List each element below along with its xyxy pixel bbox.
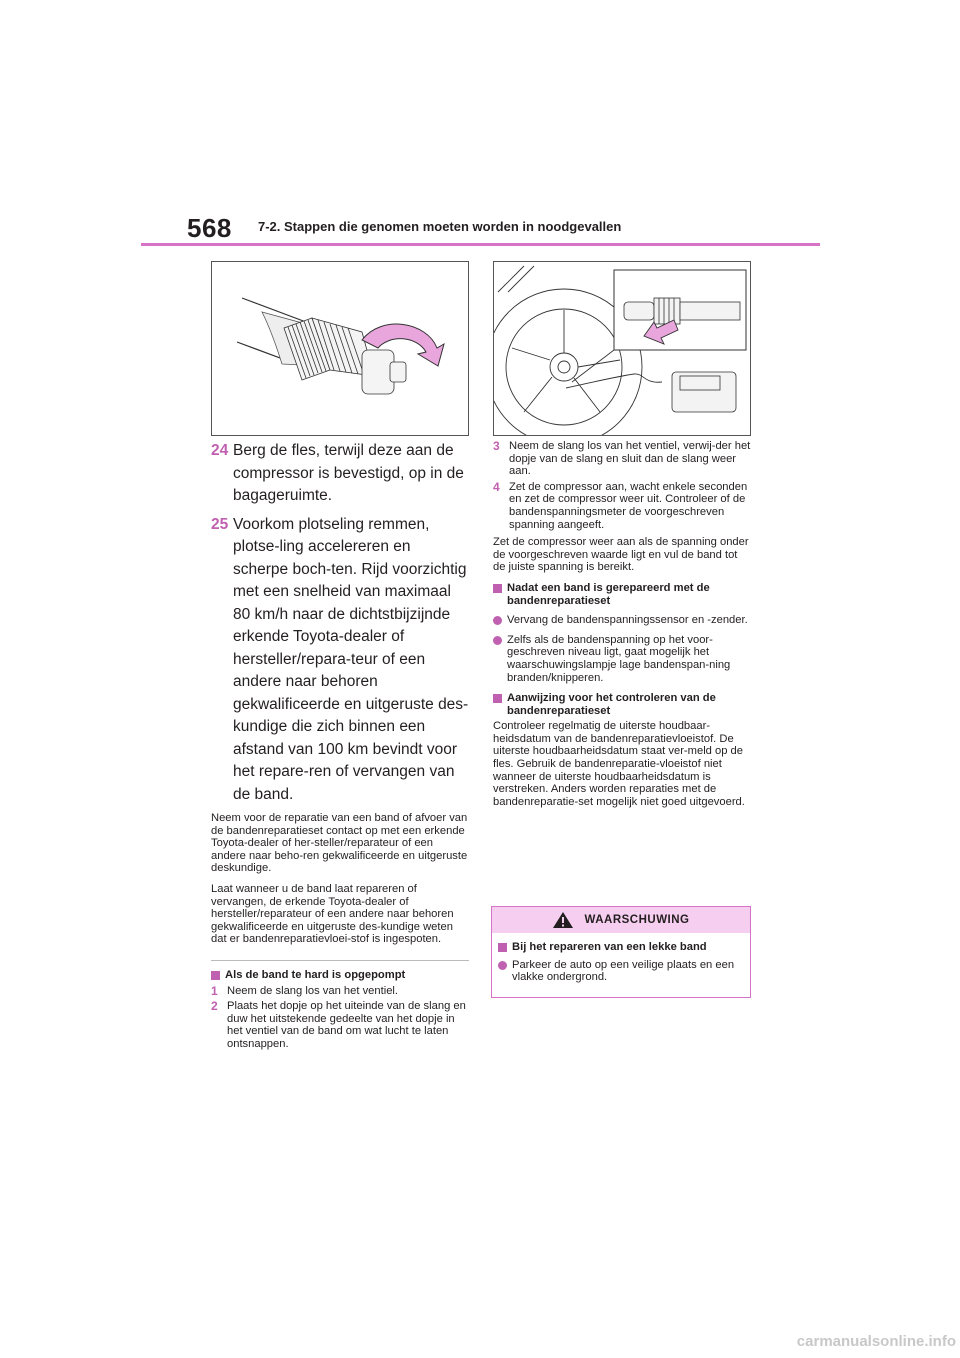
step-text: Berg de fles, terwijl deze aan de compressor is bevestigd, op in de bagageruimte. bbox=[233, 442, 464, 504]
step-number: 25 bbox=[211, 515, 229, 533]
after-repair-heading bbox=[493, 582, 751, 607]
round-bullet-icon bbox=[498, 961, 507, 970]
compressor-paragraph: Zet de compressor weer aan als de spanning onder de voorgeschreven waarde ligt en vul de band tot de juiste spanning is bereikt. bbox=[493, 536, 749, 574]
warning-header bbox=[492, 907, 750, 933]
step-text: Plaats het dopje op het uiteinde van de slang en duw het uitstekende gedeelte van het dopje in het ventiel van de band om wat lucht te laten ontsnappen. bbox=[227, 1000, 466, 1050]
dealer-note-paragraph: Laat wanneer u de band laat repareren of vervangen, de erkende Toyota-dealer of hersteller/reparateur of een andere naar behoren gekwalificeerde en uitgeruste des-kundige weten dat er bandenreparatievloei-stof is ingespoten. bbox=[211, 882, 454, 946]
square-bullet-icon bbox=[211, 971, 220, 980]
step-number: 24 bbox=[211, 442, 229, 459]
repair-note-paragraph: Neem voor de reparatie van een band of afvoer van de bandenreparatieset contact op met een erkende Toyota-dealer of her-steller/reparateur of een andere naar beho-ren gekwalificeerde en uitgeruste deskundige. bbox=[211, 812, 468, 875]
round-bullet-icon bbox=[493, 616, 502, 625]
step-4 bbox=[493, 481, 751, 531]
step-text: Neem de slang los van het ventiel. bbox=[227, 984, 399, 997]
warning-box bbox=[491, 906, 751, 998]
bullet-text: Vervang de bandenspanningssensor en -zender. bbox=[507, 614, 748, 627]
step-3 bbox=[493, 440, 751, 478]
overinflated-step-2 bbox=[211, 1000, 469, 1050]
right-column bbox=[493, 440, 751, 808]
step-number: 2 bbox=[211, 999, 218, 1014]
bullet-text: Zelfs als de bandenspanning op het voor-geschreven niveau ligt, gaat mogelijk het waarschuwingslampje lage bandenspan-ning branden/knipperen. bbox=[507, 633, 731, 684]
page-number: 568 bbox=[187, 213, 232, 243]
section-title: 7-2. Stappen die genomen moeten worden in noodgevallen bbox=[258, 219, 622, 234]
after-repair-bullet bbox=[493, 614, 751, 627]
wheel-compressor-illustration bbox=[493, 261, 751, 436]
warning-triangle-icon bbox=[552, 911, 574, 929]
heading-text: Nadat een band is gerepareerd met de bandenreparatieset bbox=[507, 581, 710, 607]
heading-text: Als de band te hard is opgepompt bbox=[225, 968, 406, 981]
check-kit-heading bbox=[493, 692, 751, 717]
warning-bullet bbox=[498, 959, 744, 984]
check-kit-paragraph: Controleer regelmatig de uiterste houdbaar-heidsdatum van de bandenreparatievloeistof. De uiterste houdbaarheidsdatum staat ver-meld op de fles. Gebruik de bandenreparatie-vloeistof niet wanneer de uiterste houdbaarheidsdatum is verstreken. Anders worden reparaties met de bandenreparatie-set mogelijk niet goed uitgevoerd. bbox=[493, 720, 745, 808]
round-bullet-icon bbox=[493, 636, 502, 645]
step-text: Neem de slang los van het ventiel, verwij-der het dopje van de slang en sluit dan de slang weer aan. bbox=[509, 440, 751, 478]
header-rule bbox=[141, 243, 820, 246]
step-number: 4 bbox=[493, 479, 500, 494]
step-number: 3 bbox=[493, 439, 500, 453]
step-25 bbox=[211, 514, 469, 807]
heading-text: Aanwijzing voor het controleren van de bandenreparatieset bbox=[507, 692, 716, 717]
after-repair-bullet bbox=[493, 634, 751, 684]
bullet-text: Parkeer de auto op een veilige plaats en een vlakke ondergrond. bbox=[512, 958, 735, 984]
heading-text: Bij het repareren van een lekke band bbox=[512, 941, 707, 953]
square-bullet-icon bbox=[493, 694, 502, 703]
left-column bbox=[211, 440, 469, 1051]
overinflated-heading bbox=[211, 969, 469, 982]
warning-heading bbox=[498, 941, 744, 954]
warning-body bbox=[492, 933, 750, 984]
square-bullet-icon bbox=[493, 584, 502, 593]
section-divider bbox=[211, 960, 469, 961]
warning-title: WAARSCHUWING bbox=[584, 914, 690, 926]
step-number: 1 bbox=[211, 983, 218, 998]
step-text: Voorkom plotseling remmen, plotse-ling accelereren en scherpe boch-ten. Rijd voorzichtig met een snelheid van maximaal 80 km/h naar de dichtstbijzijnde erkende Toyota-dealer of hersteller/repara-teur of een andere naar behoren gekwalificeerde en uitgeruste des-kundige die zich binnen een afstand van 100 km bevindt voor het repare-ren of vervangen van de band. bbox=[233, 515, 469, 803]
square-bullet-icon bbox=[498, 943, 507, 952]
step-24 bbox=[211, 440, 469, 508]
hose-cap-illustration bbox=[211, 261, 469, 436]
step-text: Zet de compressor aan, wacht enkele seconden en zet de compressor weer uit. Controleer of de bandenspanningsmeter de voorgeschreven spanning aangeeft. bbox=[509, 480, 748, 531]
overinflated-step-1 bbox=[211, 985, 469, 998]
footer-watermark: carmanualsonline.info bbox=[796, 1333, 956, 1350]
